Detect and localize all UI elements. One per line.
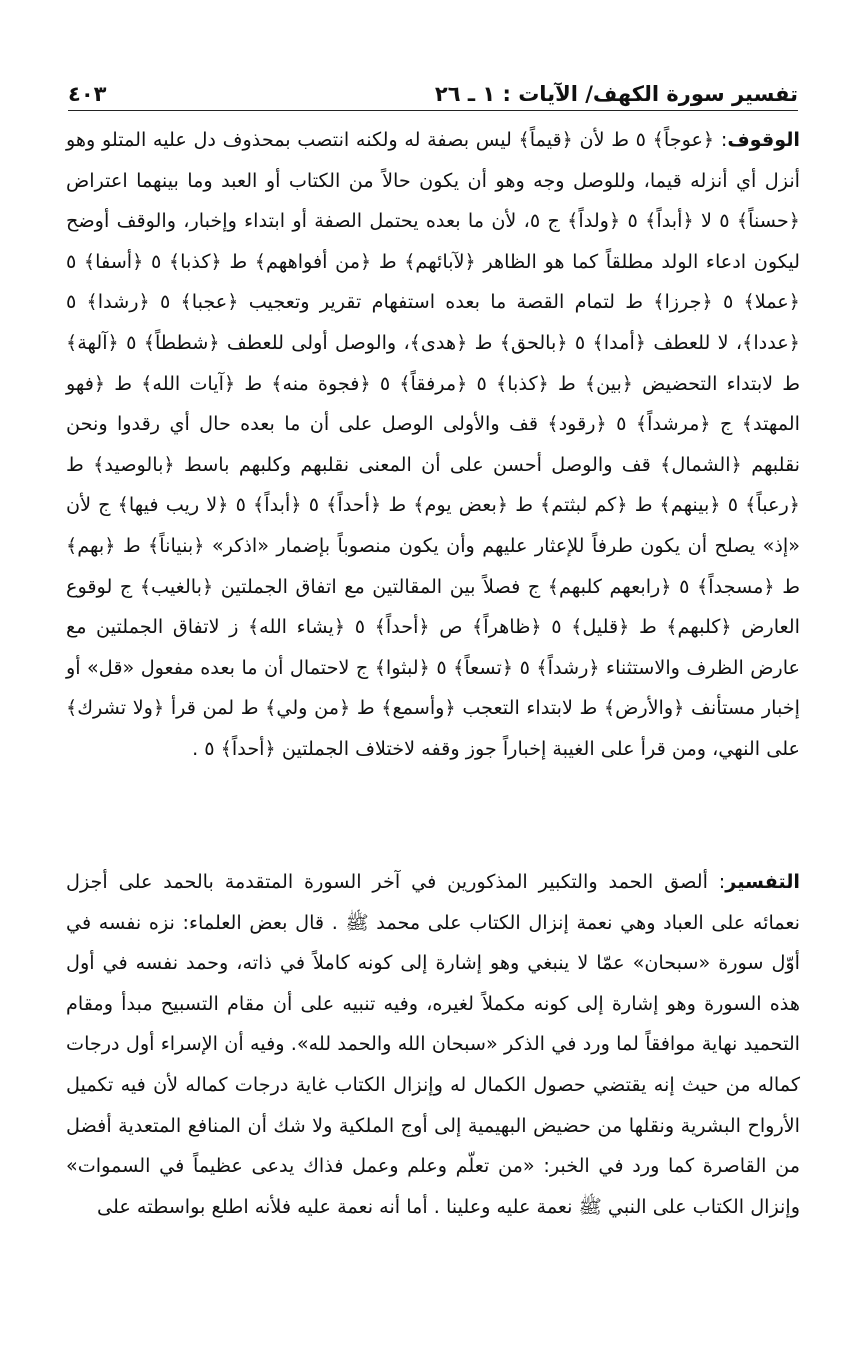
tafsir-text: : ألصق الحمد والتكبير المذكورين في آخر السورة المتقدمة بالحمد على أجزل نعمائه على العباد وهي نعمة إنزال الكتاب على محمد ﷺ . قال بعض العلماء: نزه نفسه في أوّل سورة «سبحان» عمّا لا ينبغي وهو إشارة إلى كونه كاملاً في ذاته، وحمد نفسه في أول هذه السورة وهو إشارة إلى كونه مكملاً لغيره، وفيه تنبيه على أن مقام التسبيح مبدأ ومقام التحميد نهاية موافقاً لما ورد في الذكر «سبحان الله والحمد لله». وفيه أن الإسراء أول درجات كماله من حيث إنه يقتضي حصول الكمال له وإنزال الكتاب غاية درجات كماله لأن فيه تكميل الأرواح البشرية ونقلها من حضيض البهيمية إلى أوج الملكية ولا شك أن المنافع المتعدية أفضل من القاصرة كما ورد في الخبر: «من تعلّم وعلم وعمل فذاك يدعى عظيماً في السموات» وإنزال الكتاب على النبي ﷺ نعمة عليه وعلينا . أما أنه نعمة عليه فلأنه اطلع بواسطته على [66, 870, 800, 1218]
tafsir-lead: التفسير [725, 870, 800, 893]
waqf-text: : ﴿عوجاً﴾ ٥ ط لأن ﴿قيماً﴾ ليس بصفة له ولكنه انتصب بمحذوف دل عليه المتلو وهو أنزل أي أنزله قيما، وللوصل وجه وهو أن يكون حالاً من الكتاب أو العبد وما بينهما اعتراض ﴿حسناً﴾ ٥ لا ﴿أبداً﴾ ٥ ﴿ولداً﴾ ج ٥، لأن ما بعده يحتمل الصفة أو ابتداء وإخبار، والوقف أوضح ليكون ادعاء الولد مطلقاً كما هو الظاهر ﴿لآبائهم﴾ ط ﴿من أفواههم﴾ ط ﴿كذبا﴾ ٥ ﴿أسفا﴾ ٥ ﴿عملا﴾ ٥ ﴿جرزا﴾ ط لتمام القصة ما بعده استفهام تقرير وتعجيب ﴿عجبا﴾ ٥ ﴿رشدا﴾ ٥ ﴿عددا﴾، لا للعطف ﴿أمدا﴾ ٥ ﴿بالحق﴾ ط ﴿هدى﴾، والوصل أولى للعطف ﴿شططاً﴾ ٥ ﴿آلهة﴾ ط لابتداء التحضيض ﴿بين﴾ ط ﴿كذبا﴾ ٥ ﴿مرفقاً﴾ ٥ ﴿فجوة منه﴾ ط ﴿آيات الله﴾ ط ﴿فهو المهتد﴾ ج ﴿مرشداً﴾ ٥ ﴿رقود﴾ قف والأولى الوصل على أن ما بعده حال أي رقدوا ونحن نقلبهم ﴿الشمال﴾ قف والوصل أحسن على أن المعنى نقلبهم وكلبهم باسط ﴿بالوصيد﴾ ط ﴿رعباً﴾ ٥ ﴿بينهم﴾ ط ﴿كم لبثتم﴾ ط ﴿بعض يوم﴾ ط ﴿أحداً﴾ ٥ ﴿أبداً﴾ ٥ ﴿لا ريب فيها﴾ ج لأن «إذ» يصلح أن يكون طرفاً للإعثار عليهم وأن يكون منصوباً بإضمار «اذكر» ﴿بنياناً﴾ ط ﴿بهم﴾ ط ﴿مسجداً﴾ ٥ ﴿رابعهم كلبهم﴾ ج فصلاً بين المقالتين مع اتفاق الجملتين ﴿بالغيب﴾ ج لوقوع العارض ﴿كلبهم﴾ ط ﴿قليل﴾ ٥ ﴿ظاهراً﴾ ص ﴿أحداً﴾ ٥ ﴿يشاء الله﴾ ز لاتفاق الجملتين مع عارض الظرف والاستثناء ﴿رشداً﴾ ٥ ﴿تسعاً﴾ ٥ ﴿لبثوا﴾ ج لاحتمال أن ما بعده مفعول «قل» أو إخبار مستأنف ﴿والأرض﴾ ط لابتداء التعجب ﴿وأسمع﴾ ط ﴿من ولي﴾ ط لمن قرأ ﴿ولا تشرك﴾ على النهي، ومن قرأ على الغيبة إخباراً جوز وقفه لاختلاف الجملتين ﴿أحداً﴾ ٥ . [66, 128, 800, 760]
page-number: ٤٠٣ [68, 82, 107, 106]
page-header [68, 70, 798, 111]
waqf-lead: الوقوف [727, 128, 801, 151]
tafsir-paragraph [66, 862, 800, 1227]
waqf-paragraph [66, 120, 800, 770]
running-title: تفسير سورة الكهف/ الآيات : ١ ـ ٢٦ [434, 82, 798, 106]
